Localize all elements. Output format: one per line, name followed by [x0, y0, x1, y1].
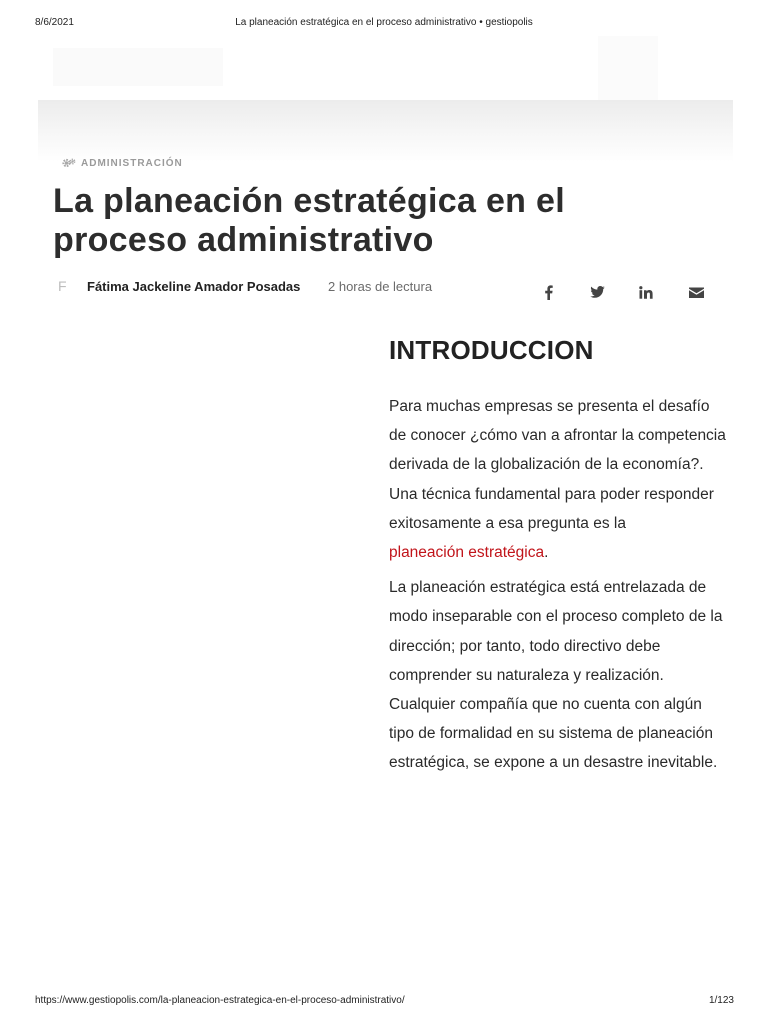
paragraph-1: [389, 392, 729, 567]
planeacion-estrategica-link[interactable]: planeación estratégica: [389, 544, 545, 562]
site-header: [38, 36, 733, 100]
category-link[interactable]: [62, 156, 183, 170]
print-url: https://www.gestiopolis.com/la-planeacion-estrategica-en-el-proceso-administrativo/: [35, 995, 405, 1006]
section-heading: INTRODUCCION: [389, 335, 594, 365]
print-header: [0, 17, 768, 31]
article-body: [389, 330, 729, 778]
header-shadow: [38, 100, 733, 162]
paragraph-1-text: Para muchas empresas se presenta el desafío de conocer ¿cómo van a afrontar la competencia derivada de la globalización de la economía?. Una técnica fundamental para poder responder exitosamente a esa pregunta es la: [389, 398, 726, 532]
print-page-title: La planeación estratégica en el proceso administrativo • gestiopolis: [235, 17, 533, 28]
paragraph-2: La planeación estratégica está entrelazada de modo inseparable con el proceso completo de la dirección; por tanto, todo directivo debe comprender su naturaleza y realización. Cualquier compañía que no cuenta con algún tipo de formalidad en su sistema de planeación estratégica, se expone a un desastre inevitable.: [389, 579, 723, 772]
gears-icon: [62, 158, 76, 168]
email-icon: [689, 287, 704, 298]
share-email-button[interactable]: [688, 284, 704, 300]
read-time: 2 horas de lectura: [328, 279, 433, 294]
share-twitter-button[interactable]: [589, 284, 605, 300]
print-date: 8/6/2021: [35, 17, 74, 28]
share-facebook-button[interactable]: [540, 284, 556, 300]
site-logo[interactable]: [53, 48, 223, 86]
facebook-icon: [544, 285, 553, 300]
linkedin-icon: [639, 286, 653, 299]
author-avatar: F: [58, 278, 67, 294]
author-name[interactable]: Fátima Jackeline Amador Posadas: [87, 279, 301, 294]
share-linkedin-button[interactable]: [638, 284, 654, 300]
twitter-icon: [590, 286, 605, 298]
article-title: La planeación estratégica en el proceso administrativo: [53, 182, 565, 259]
category-label: ADMINISTRACIÓN: [81, 157, 183, 169]
menu-button[interactable]: [598, 36, 658, 100]
print-page-number: 1/123: [708, 995, 734, 1006]
paragraph-1-end: .: [544, 544, 549, 562]
print-footer: [0, 995, 768, 1009]
